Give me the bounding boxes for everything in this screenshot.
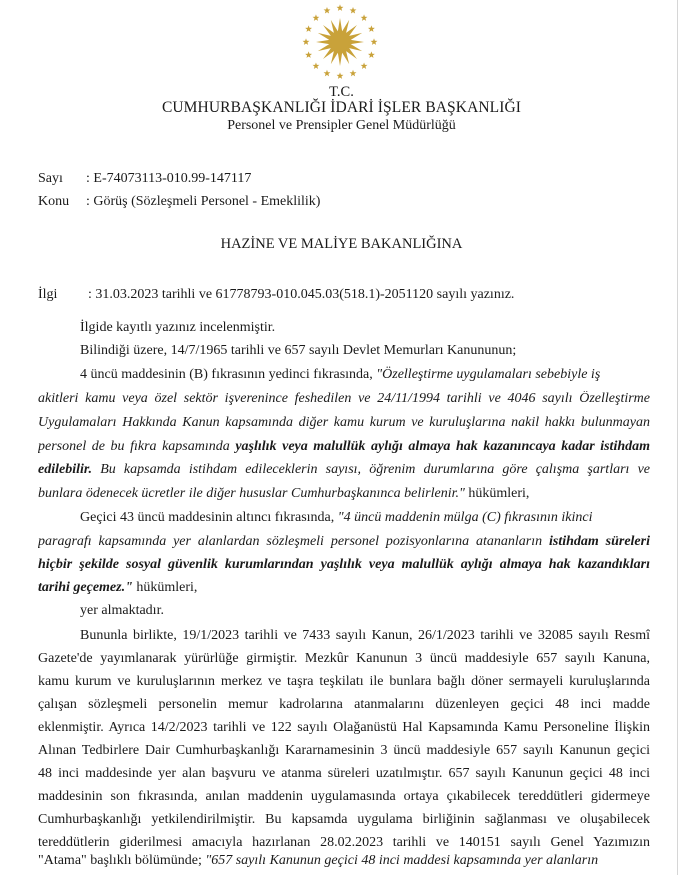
state-abbrev: T.C. xyxy=(329,84,354,100)
paragraph-line: maddesinin son fıkrasında, anılan maddenin uygulamasında ortaya çıkabilecek tereddütleri gidermeye xyxy=(38,789,650,804)
text-run: hükümleri, xyxy=(464,486,530,501)
ring-star xyxy=(337,4,344,11)
ring-star xyxy=(303,38,310,45)
paragraph-line: yer almaktadır. xyxy=(80,603,164,618)
konu-label: Konu xyxy=(38,194,70,209)
text-run: 4 üncü maddesinin (B) fıkrasının yedinci fıkrasında, xyxy=(80,367,377,382)
ilgi-row xyxy=(38,287,514,303)
sun-star-emblem xyxy=(300,2,380,82)
sayi-row xyxy=(38,171,251,187)
paragraph-line: Cumhurbaşkanlığı yetkilendirilmiştir. Bu kapsamda uygulama birliğinin sağlanması ve oluşabilecek xyxy=(38,812,650,827)
ilgi-label: İlgi xyxy=(38,287,58,302)
paragraph-line: 48 inci maddesinde yer alan başvuru ve atanma süreleri uzatılmıştır. 657 sayılı Kanunun geçici 48 inci xyxy=(38,766,650,781)
paragraph-line: Bununla birlikte, 19/1/2023 tarihli ve 7433 sayılı Kanun, 26/1/2023 tarihli ve 32085 sayılı Resmî xyxy=(80,628,650,643)
ilgi-value: : 31.03.2023 tarihli ve 61778793-010.045.03(518.1)-2051120 sayılı yazınız. xyxy=(88,287,515,302)
addressee: HAZİNE VE MALİYE BAKANLIĞINA xyxy=(220,236,463,252)
quote-run: "Özelleştirme uygulamaları sebebiyle iş xyxy=(376,367,601,382)
text-run: Geçici 43 üncü maddesinin altıncı fıkrasında, xyxy=(80,510,338,525)
quote-run: "4 üncü maddenin mülga (C) fıkrasının ikinci xyxy=(337,510,593,525)
ring-star xyxy=(371,38,378,45)
paragraph-line xyxy=(38,391,650,411)
quote-bold-run: yaşlılık veya malullük aylığı almaya hak kazanıncaya kadar istihdam xyxy=(235,439,650,454)
quote-run: akitleri kamu veya özel sektör işverenince feshedilen ve 24/11/1994 tarihli ve 4046 sayılı Özelleştirme xyxy=(38,391,650,406)
quote-bold-run: tarihi geçemez." xyxy=(38,580,133,595)
konu-value: : Görüş (Sözleşmeli Personel - Emeklilik) xyxy=(86,194,321,209)
paragraph-line xyxy=(38,439,650,459)
paragraph-line: eklenmiştir. Ayrıca 14/2/2023 tarihli ve 122 sayılı Olağanüstü Hal Kapsamında Kamu Personeline İlişkin xyxy=(38,720,650,735)
ring-star xyxy=(361,62,368,69)
quote-run: "657 sayılı Kanunun geçici 48 inci maddesi kapsamında yer alanların xyxy=(205,853,599,868)
paragraph-line xyxy=(38,486,529,502)
quote-run: Bu kapsamda istihdam edileceklerin sayısı, öğrenim durumlarına göre çalışma şartları ve xyxy=(92,462,650,477)
paragraph-line: Bilindiği üzere, 14/7/1965 tarihli ve 657 sayılı Devlet Memurları Kanununun; xyxy=(80,343,517,358)
ring-star xyxy=(313,14,320,21)
ring-star xyxy=(337,72,344,79)
ring-star xyxy=(368,25,375,32)
ring-star xyxy=(305,25,312,32)
text-run: "Atama" başlıklı bölümünde; xyxy=(38,853,206,868)
organization-name: CUMHURBAŞKANLIĞI İDARİ İŞLER BAŞKANLIĞI xyxy=(161,99,522,116)
paragraph-line xyxy=(38,415,650,435)
ring-star xyxy=(368,51,375,58)
paragraph-line: İlgide kayıtlı yazınız incelenmiştir. xyxy=(80,320,276,335)
paragraph-line: çalışan sözleşmeli personelin memur kadrolarına atanmalarını düzenleyen geçici 48 inci madde xyxy=(38,697,650,712)
text-run: hükümleri, xyxy=(132,580,198,595)
ring-star xyxy=(305,51,312,58)
paragraph-line xyxy=(38,580,197,596)
quote-run: Uygulamaları Hakkında Kanun kapsamında diğer kamu kurum ve kuruluşlarına nakil hakkı bulunmayan xyxy=(38,415,650,430)
sayi-value: : E-74073113-010.99-147117 xyxy=(86,171,252,186)
paragraph-line: Gazete'de yayımlanarak yürürlüğe girmiştir. Mezkûr Kanunun 3 üncü maddesiyle 657 sayılı Kanuna, xyxy=(38,651,650,666)
quote-bold-run: edilebilir. xyxy=(38,462,93,477)
ring-star xyxy=(324,7,331,14)
paragraph-line: Alınan Tedbirlere Dair Cumhurbaşkanlığı Kararnamesinin 3 üncü maddesiyle 657 sayılı Kanunun geçici xyxy=(38,743,650,758)
quote-run: paragrafı kapsamında yer alanlardan sözleşmeli personel pozisyonlarına atananların xyxy=(38,534,549,549)
quote-run: personel de bu fıkra kapsamında xyxy=(38,439,236,454)
paragraph-line xyxy=(38,853,598,869)
sun-disc xyxy=(331,33,349,51)
ring-star xyxy=(313,62,320,69)
quote-bold-run: hiçbir şekilde sosyal güvenlik kurumlarından yaşlılık veya malullük aylığı almaya hak kazandıkları xyxy=(38,557,650,572)
ring-star xyxy=(324,70,331,77)
paragraph-line xyxy=(38,534,650,554)
paragraph-line xyxy=(38,557,650,577)
quote-bold-run: istihdam süreleri xyxy=(548,534,650,549)
paragraph-line: kamu kurum ve kuruluşlarının merkez ve taşra teşkilatı ile bunlara bağlı döner sermayeli kuruluşlarında xyxy=(38,674,650,689)
ring-star xyxy=(361,14,368,21)
paragraph-line xyxy=(80,367,600,383)
paragraph-line xyxy=(80,510,593,526)
konu-row xyxy=(38,194,320,210)
quote-run: bunlara ödenecek ücretler ile diğer hususlar Cumhurbaşkanınca belirlenir." xyxy=(38,486,465,501)
ring-star xyxy=(350,7,357,14)
ring-star xyxy=(350,70,357,77)
paragraph-line: tereddütlerin giderilmesi amacıyla hazırlanan 28.02.2023 tarihli ve 140151 sayılı Genel Yazımızın xyxy=(38,835,650,850)
sayi-label: Sayı xyxy=(38,171,63,186)
paragraph-line xyxy=(38,462,650,482)
department-name: Personel ve Prensipler Genel Müdürlüğü xyxy=(227,118,456,133)
